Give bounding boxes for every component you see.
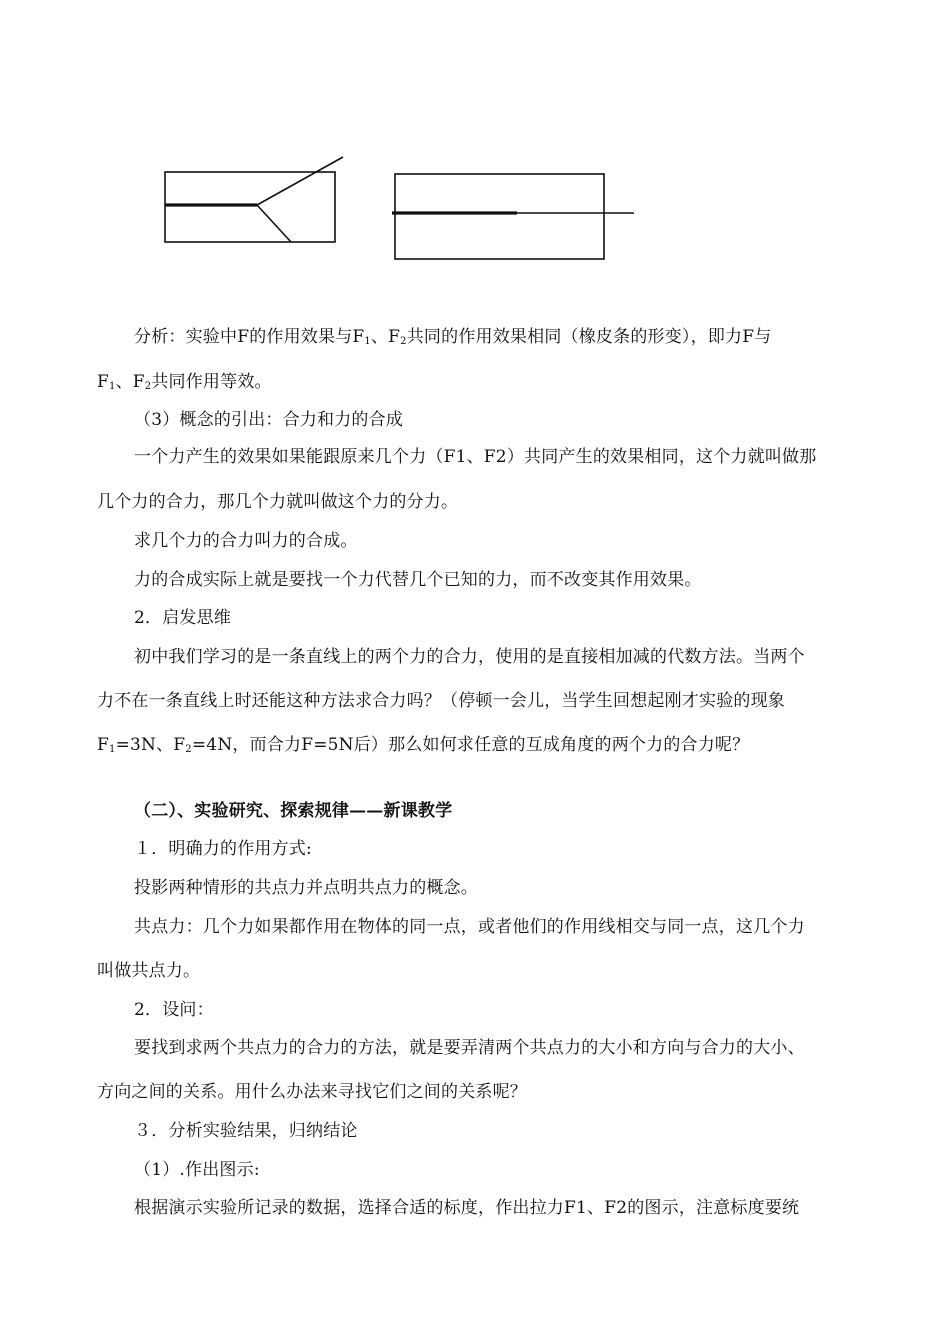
sub-1-heading: （1）.作出图示: [134, 1160, 260, 1180]
composition-essence: 力的合成实际上就是要找一个力代替几个已知的力，而不改变其作用效果。 [134, 570, 702, 590]
subscript-1: 1 [109, 744, 116, 755]
inspire-text: =4N，而合力F=5N后）那么如何求任意的互成角度的两个力的合力呢？ [191, 735, 750, 755]
board-rect-left [165, 172, 335, 242]
analysis-text: 共同的作用效果相同（橡皮条的形变），即力F与 [406, 327, 772, 347]
concurrent-force-line-1: 共点力：几个力如果都作用在物体的同一点，或者他们的作用线相交与同一点，这几个力 [134, 917, 805, 937]
inspire-text: =3N、F [115, 735, 186, 755]
composition-definition: 求几个力的合力叫力的合成。 [134, 531, 358, 551]
analysis-text: 、F [115, 372, 145, 392]
section-2-heading: （二）、实验研究、探索规律——新课教学 [134, 801, 453, 821]
final-line: 根据演示实验所记录的数据，选择合适的标度，作出拉力F1、F2的图示，注意标度要统 [134, 1198, 800, 1218]
projection-text: 投影两种情形的共点力并点明共点力的概念。 [134, 878, 478, 898]
definition-line-1: 一个力产生的效果如果能跟原来几个力（F1、F2）共同产生的效果相同，这个力就叫做那 [134, 447, 817, 467]
string-f1 [257, 157, 343, 205]
item-3-heading: ３．分析实验结果，归纳结论 [134, 1121, 358, 1141]
string-f2 [257, 205, 291, 242]
inspire-line-1: 初中我们学习的是一条直线上的两个力的合力，使用的是直接相加减的代数方法。当两个 [134, 647, 805, 667]
figure-two-forces [165, 157, 343, 242]
subscript-2: 2 [144, 381, 152, 392]
analysis-text: F [97, 372, 109, 392]
concept-heading: （3）概念的引出：合力和力的合成 [134, 410, 404, 430]
definition-line-2: 几个力的合力，那几个力就叫做这个力的分力。 [97, 492, 459, 512]
inspire-line-2: 力不在一条直线上时还能这种方法求合力吗？（停顿一会儿，当学生回想起刚才实验的现象 [97, 691, 785, 711]
item-2-heading: 2．设问： [134, 1000, 214, 1020]
analysis-line-2 [97, 371, 272, 398]
figure-single-force [392, 174, 634, 259]
question-line-1: 要找到求两个共点力的合力的方法，就是要弄清两个共点力的大小和方向与合力的大小、 [134, 1038, 805, 1058]
experiment-figure [0, 0, 950, 300]
analysis-line-1 [134, 326, 771, 353]
subscript-2: 2 [185, 744, 192, 755]
analysis-text: 分析：实验中F的作用效果与F [134, 327, 365, 347]
question-line-2: 方向之间的关系。用什么办法来寻找它们之间的关系呢？ [97, 1082, 527, 1102]
subscript-1: 1 [364, 336, 371, 347]
inspire-line-3 [97, 734, 749, 761]
board-rect-right [395, 174, 604, 259]
subscript-1: 1 [109, 381, 116, 392]
item-1-heading: １．明确力的作用方式: [134, 839, 312, 859]
analysis-text: 、F [370, 327, 401, 347]
subscript-2: 2 [400, 336, 407, 347]
inspire-heading: 2．启发思维 [134, 608, 232, 628]
inspire-text: F [97, 735, 109, 755]
concurrent-force-line-2: 叫做共点力。 [97, 961, 201, 981]
analysis-text: 共同作用等效。 [151, 372, 272, 392]
